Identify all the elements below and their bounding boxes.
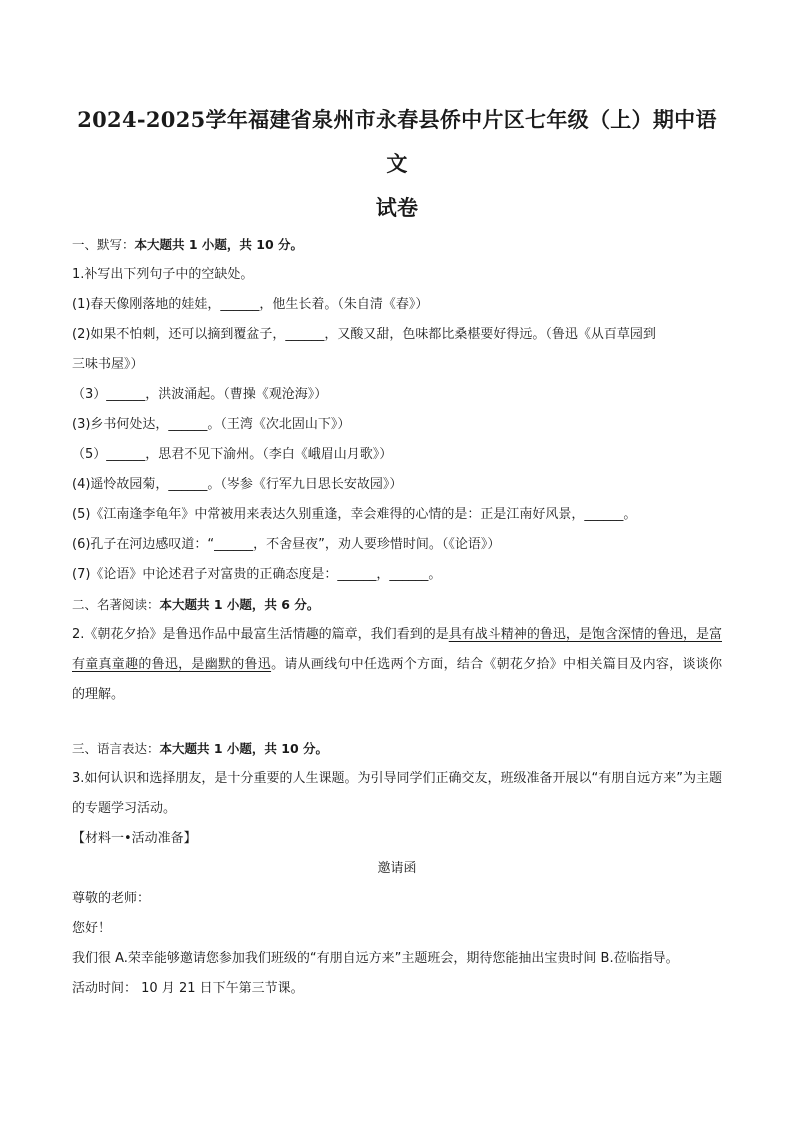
- letter-greeting: 您好！: [72, 921, 112, 936]
- question-1-item: (5)《江南逢李龟年》中常被用来表达久别重逢，幸会难得的心情的是：正是江南好风景，______。: [72, 507, 637, 522]
- letter-title: 邀请函: [377, 861, 417, 876]
- section-2-label: 二、名著阅读：: [72, 597, 160, 612]
- letter-salutation: 尊敬的老师：: [72, 891, 151, 906]
- section-1-desc: 本大题共 1 小题，共 10 分。: [134, 237, 304, 252]
- question-1-item: (3)乡书何处达，______。（王湾《次北固山下》）: [72, 417, 351, 432]
- section-1-heading: [72, 230, 722, 260]
- question-3-stem: 3.如何认识和选择朋友，是十分重要的人生课题。为引导同学们正确交友，班级准备开展以“有朋自远方来”为主题的专题学习活动。: [72, 771, 722, 816]
- question-1-item: (6)孔子在河边感叹道：“______，不舍昼夜”，劝人要珍惜时间。（《论语》）: [72, 537, 501, 552]
- question-2-underlined: 具有战斗精神的鲁迅，是饱含深情的鲁迅，是富有童真童趣的鲁迅，是幽默的鲁迅: [72, 627, 722, 672]
- section-3-heading: [72, 734, 722, 764]
- section-3-label: 三、语言表达：: [72, 741, 160, 756]
- question-2-part1: 2.《朝花夕拾》是鲁迅作品中最富生活情趣的篇章，我们看到的是: [72, 627, 449, 642]
- question-2-part2: 。请从画线句中任选两个方面，结合《朝花夕拾》中相关篇目及内容，谈谈你的理解。: [72, 657, 722, 702]
- question-1-item: (4)遥怜故园菊，______。（岑参《行军九日思长安故园》）: [72, 477, 403, 492]
- section-3-desc: 本大题共 1 小题，共 10 分。: [159, 741, 329, 756]
- exam-title-line1: 2024-2025学年福建省泉州市永春县侨中片区七年级（上）期中语文: [77, 107, 717, 176]
- section-1-label: 一、默写：: [72, 237, 135, 252]
- question-1-stem: 1.补写出下列句子中的空缺处。: [72, 267, 254, 282]
- section-2-desc: 本大题共 1 小题，共 6 分。: [159, 597, 320, 612]
- question-1-item: （5）______，思君不见下渝州。（李白《峨眉山月歌》）: [72, 447, 393, 462]
- section-2-heading: [72, 590, 722, 620]
- material-heading: 【材料一•活动准备】: [72, 831, 197, 846]
- question-1-item: (7)《论语》中论述君子对富贵的正确态度是：______，______。: [72, 567, 442, 582]
- spacer: [72, 710, 722, 734]
- question-1-item: 三味书屋》）: [72, 357, 144, 372]
- exam-title-line2: 试卷: [375, 195, 419, 220]
- question-1-item: （3）______，洪波涌起。（曹操《观沧海》）: [72, 387, 328, 402]
- letter-body: 我们很 A.荣幸能够邀请您参加我们班级的“有朋自远方来”主题班会，期待您能抽出宝贵时间 B.莅临指导。: [72, 951, 679, 966]
- question-1-item: (2)如果不怕刺，还可以摘到覆盆子，______，又酸又甜，色味都比桑椹要好得远。（鲁迅《从百草园到: [72, 327, 656, 342]
- question-2-text: [72, 620, 722, 710]
- question-1-item: (1)春天像刚落地的娃娃，______，他生长着。（朱自清《春》）: [72, 297, 429, 312]
- activity-time: 活动时间： 10 月 21 日下午第三节课。: [72, 981, 304, 996]
